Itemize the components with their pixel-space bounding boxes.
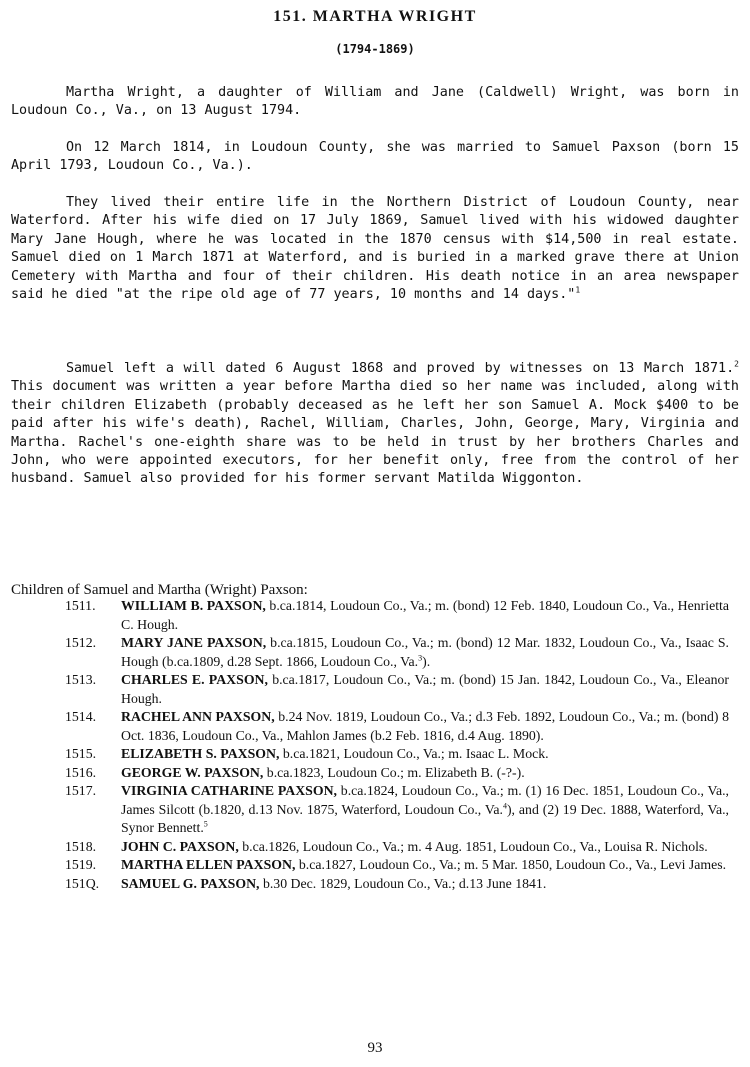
list-item [0,856,729,875]
child-name: WILLIAM B. PAXSON, [121,598,266,613]
child-name: RACHEL ANN PAXSON, [121,709,275,724]
child-name: MARTHA ELLEN PAXSON, [121,857,296,872]
footnote-mark: 4 [502,800,507,810]
list-item [0,597,729,634]
footnote-mark: 1 [575,285,581,295]
child-number: 151Q. [65,875,100,891]
child-details: b.ca.1815, Loudoun Co., Va.; m. (bond) 12 Mar. 1832, Loudoun Co., Va., Isaac S. Hough (b.ca.1809, d.28 Sept. 1866, Loudoun Co., Va. [121,635,729,669]
list-item [0,875,729,894]
child-number: 1519. [65,857,97,872]
children-heading: Children of Samuel and Martha (Wright) Paxson: [11,582,308,598]
child-details: b.ca.1826, Loudoun Co., Va.; m. 4 Aug. 1851, Loudoun Co., Va., Louisa R. Nichols. [238,838,708,854]
paragraph-will-text-a: Samuel left a will dated 6 August 1868 and proved by witnesses on 13 March 1871. [66,361,735,376]
child-details: b.ca.1827, Loudoun Co., Va.; m. 5 Mar. 1850, Loudoun Co., Va., Levi James. [295,857,727,872]
paragraph-will [11,360,739,489]
footnote-mark: 3 [418,652,423,662]
paragraph-life-text: They lived their entire life in the Northern District of Loudoun County, near Waterford. After his wife died on 17 July 1869, Samuel lived with his widowed daughter Mary Jane Hough, where he was located in the 1870 census with $14,500 in real estate. Samuel died on 1 March 1871 at Waterford, and is buried in a marked grave there at Union Cemetery with Martha and four of their children. His death notice in an area newspaper said he died "at the ripe old age of 77 years, 10 months and 14 days." [11,195,739,303]
child-details: b.24 Nov. 1819, Loudoun Co., Va.; d.3 Feb. 1892, Loudoun Co., Va.; m. (bond) 8 Oct. 1836, Loudoun Co., Va., Mahlon James (b.2 Feb. 1816, d.4 Aug. 1890). [121,709,729,743]
footnote-mark: 2 [734,359,739,369]
child-number: 1512. [65,635,97,650]
life-dates: (1794-1869) [335,42,415,56]
child-name: ELIZABETH S. PAXSON, [121,746,280,761]
paragraph-life [11,194,739,304]
child-name: CHARLES E. PAXSON, [121,672,268,687]
child-details: b.ca.1814, Loudoun Co., Va.; m. (bond) 12 Feb. 1840, Loudoun Co., Va., Henrietta C. Hough. [121,598,729,632]
child-details: b.ca.1823, Loudoun Co.; m. Elizabeth B. (-?-). [263,764,525,780]
list-item [0,671,729,708]
child-number: 1513. [65,672,97,687]
child-name: MARY JANE PAXSON, [121,635,267,650]
list-item [0,764,729,783]
page-title: 151. MARTHA WRIGHT [273,8,477,25]
paragraph-marriage: On 12 March 1814, in Loudoun County, she was married to Samuel Paxson (born 15 April 1793, Loudoun Co., Va.). [11,140,739,174]
child-details: b.ca.1817, Loudoun Co., Va.; m. (bond) 15 Jan. 1842, Loudoun Co., Va., Eleanor Hough. [121,672,730,706]
list-item [0,708,729,745]
list-item [0,634,729,671]
child-name: VIRGINIA CATHARINE PAXSON, [121,783,337,798]
child-details-tail: ). [422,653,431,669]
child-details-tail: ), and (2) 19 Dec. 1888, Waterford, Va., Synor Bennett. [121,801,729,835]
paragraph-will-text-b: This document was written a year before Martha died so her name was included, along with their children Elizabeth (probably deceased as he left her son Samuel A. Mock $400 to be paid after his wife's death), Rachel, William, Charles, John, George, Mary, Virginia and Martha. Rachel's one-eighth share was to be held in trust by her brothers Charles and John, who were appointed executors, for her benefit only, free from the control of her husband. Samuel also provided for his former servant Matilda Wiggonton. [11,379,739,487]
child-details: b.ca.1821, Loudoun Co., Va.; m. Isaac L. Mock. [279,746,549,761]
list-item [0,782,729,838]
children-list [0,597,750,893]
child-number: 1514. [65,709,97,724]
child-details: b.30 Dec. 1829, Loudoun Co., Va.; d.13 June 1841. [259,875,547,891]
child-name: SAMUEL G. PAXSON, [121,875,260,891]
list-item [0,745,729,764]
footnote-mark: 5 [203,819,208,829]
paragraph-birth: Martha Wright, a daughter of William and Jane (Caldwell) Wright, was born in Loudoun Co., Va., on 13 August 1794. [11,85,739,119]
child-number: 1515. [65,746,97,761]
child-number: 1518. [65,838,97,854]
child-number: 1516. [65,764,97,780]
child-name: GEORGE W. PAXSON, [121,764,264,780]
page-number: 93 [367,1040,383,1056]
child-details: b.ca.1824, Loudoun Co., Va.; m. (1) 16 Dec. 1851, Loudoun Co., Va., James Silcott (b.1820, d.13 Nov. 1875, Waterford, Loudoun Co., Va. [121,783,729,817]
child-number: 1511. [65,598,96,613]
child-name: JOHN C. PAXSON, [121,838,239,854]
list-item [0,838,729,857]
child-number: 1517. [65,783,97,798]
